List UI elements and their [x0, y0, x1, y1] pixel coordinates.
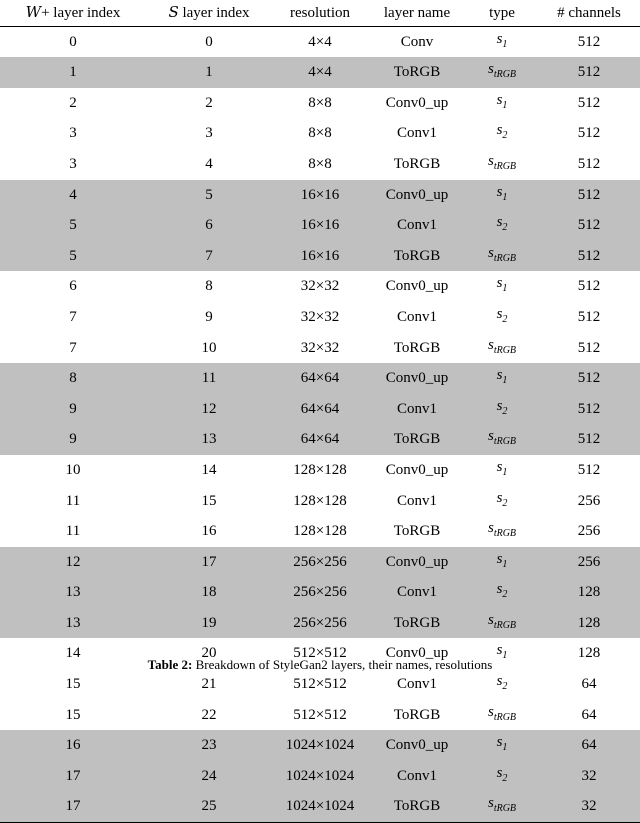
table-row	[0, 516, 640, 547]
type-symbol: s	[496, 550, 503, 567]
cell-resolution: 8×8	[272, 149, 368, 180]
cell-layer-name: Conv0_up	[368, 180, 466, 211]
cell-s-layer-index: 10	[146, 333, 272, 364]
s-header-rest: layer index	[178, 5, 250, 21]
type-symbol: s	[496, 305, 503, 322]
cell-s-layer-index: 19	[146, 608, 272, 639]
table-row	[0, 455, 640, 486]
cell-type	[466, 516, 538, 547]
type-subscript: tRGB	[493, 344, 517, 356]
cell-layer-name: Conv1	[368, 210, 466, 241]
cell-resolution: 16×16	[272, 180, 368, 211]
type-subscript: 2	[502, 222, 508, 234]
cell-w-layer-index: 2	[0, 88, 146, 119]
column-header-w-layer-index	[0, 0, 146, 26]
type-symbol: s	[487, 336, 494, 353]
cell-layer-name: Conv1	[368, 486, 466, 517]
table-caption	[0, 657, 640, 673]
type-symbol: s	[496, 764, 503, 781]
cell-layer-name: Conv0_up	[368, 547, 466, 578]
cell-type	[466, 26, 538, 57]
caption-text: Breakdown of StyleGan2 layers, their names, resolutions	[192, 657, 493, 672]
type-subscript: 2	[502, 681, 508, 693]
cell-s-layer-index: 25	[146, 791, 272, 822]
cell-channels: 128	[538, 577, 640, 608]
table-row	[0, 271, 640, 302]
cell-type	[466, 57, 538, 88]
cell-layer-name: Conv1	[368, 669, 466, 700]
cell-layer-name: Conv0_up	[368, 455, 466, 486]
cell-channels: 256	[538, 486, 640, 517]
cell-type	[466, 241, 538, 272]
cell-channels: 64	[538, 700, 640, 731]
cell-resolution: 512×512	[272, 669, 368, 700]
cell-resolution: 128×128	[272, 455, 368, 486]
cell-w-layer-index: 12	[0, 547, 146, 578]
cell-w-layer-index: 14	[0, 638, 146, 669]
cell-type	[466, 210, 538, 241]
cell-s-layer-index: 2	[146, 88, 272, 119]
type-symbol: s	[487, 244, 494, 261]
type-subscript: 1	[502, 558, 508, 570]
table-row	[0, 333, 640, 364]
cell-resolution: 64×64	[272, 424, 368, 455]
column-header-channels: # channels	[538, 0, 640, 26]
table-row	[0, 118, 640, 149]
type-symbol: s	[496, 91, 503, 108]
cell-channels: 512	[538, 210, 640, 241]
cell-w-layer-index: 3	[0, 118, 146, 149]
table-body	[0, 26, 640, 822]
cell-type	[466, 149, 538, 180]
table-row	[0, 700, 640, 731]
cell-layer-name: ToRGB	[368, 333, 466, 364]
cell-resolution: 32×32	[272, 333, 368, 364]
cell-layer-name: Conv1	[368, 394, 466, 425]
cell-type	[466, 88, 538, 119]
column-header-resolution: resolution	[272, 0, 368, 26]
cell-w-layer-index: 16	[0, 730, 146, 761]
cell-type	[466, 363, 538, 394]
cell-s-layer-index: 14	[146, 455, 272, 486]
cell-channels: 512	[538, 333, 640, 364]
type-subscript: tRGB	[493, 69, 517, 81]
cell-resolution: 32×32	[272, 271, 368, 302]
table-row	[0, 608, 640, 639]
cell-type	[466, 577, 538, 608]
cell-w-layer-index: 0	[0, 26, 146, 57]
type-subscript: 1	[502, 283, 508, 295]
cell-channels: 512	[538, 26, 640, 57]
type-symbol: s	[487, 703, 494, 720]
cell-s-layer-index: 0	[146, 26, 272, 57]
type-symbol: s	[496, 581, 503, 598]
cell-resolution: 16×16	[272, 241, 368, 272]
table-header-row	[0, 0, 640, 26]
type-subscript: 1	[502, 375, 508, 387]
type-symbol: s	[496, 397, 503, 414]
cell-w-layer-index: 9	[0, 394, 146, 425]
cell-s-layer-index: 7	[146, 241, 272, 272]
w-header-rest: layer index	[49, 5, 121, 21]
cell-type	[466, 394, 538, 425]
table-row	[0, 486, 640, 517]
cell-layer-name: ToRGB	[368, 516, 466, 547]
cell-layer-name: Conv0_up	[368, 271, 466, 302]
cell-channels: 256	[538, 516, 640, 547]
type-symbol: s	[487, 795, 494, 812]
cell-channels: 128	[538, 638, 640, 669]
table-row	[0, 26, 640, 57]
cell-s-layer-index: 16	[146, 516, 272, 547]
type-symbol: s	[487, 152, 494, 169]
cell-layer-name: ToRGB	[368, 700, 466, 731]
cell-s-layer-index: 5	[146, 180, 272, 211]
cell-layer-name: ToRGB	[368, 241, 466, 272]
cell-channels: 512	[538, 455, 640, 486]
cell-s-layer-index: 1	[146, 57, 272, 88]
cell-channels: 512	[538, 363, 640, 394]
column-header-layer-name: layer name	[368, 0, 466, 26]
table-row	[0, 424, 640, 455]
cell-type	[466, 333, 538, 364]
type-subscript: 2	[502, 405, 508, 417]
cell-s-layer-index: 20	[146, 638, 272, 669]
type-subscript: 2	[502, 497, 508, 509]
type-subscript: 1	[502, 38, 508, 50]
cell-channels: 64	[538, 730, 640, 761]
cell-resolution: 512×512	[272, 638, 368, 669]
cell-resolution: 8×8	[272, 88, 368, 119]
cell-s-layer-index: 23	[146, 730, 272, 761]
cell-channels: 512	[538, 149, 640, 180]
cell-resolution: 64×64	[272, 363, 368, 394]
cell-channels: 512	[538, 88, 640, 119]
cell-channels: 512	[538, 302, 640, 333]
cell-w-layer-index: 17	[0, 791, 146, 822]
type-symbol: s	[496, 275, 503, 292]
cell-type	[466, 486, 538, 517]
table-row	[0, 57, 640, 88]
table-row	[0, 363, 640, 394]
cell-type	[466, 455, 538, 486]
cell-w-layer-index: 9	[0, 424, 146, 455]
cell-resolution: 128×128	[272, 516, 368, 547]
type-subscript: 2	[502, 589, 508, 601]
cell-w-layer-index: 6	[0, 271, 146, 302]
cell-type	[466, 730, 538, 761]
cell-w-layer-index: 10	[0, 455, 146, 486]
cell-channels: 512	[538, 394, 640, 425]
cell-s-layer-index: 9	[146, 302, 272, 333]
type-subscript: 2	[502, 130, 508, 142]
cell-w-layer-index: 17	[0, 761, 146, 792]
table-row	[0, 791, 640, 822]
type-symbol: s	[487, 611, 494, 628]
type-symbol: s	[496, 367, 503, 384]
cell-w-layer-index: 7	[0, 333, 146, 364]
cell-layer-name: Conv	[368, 26, 466, 57]
cell-layer-name: Conv1	[368, 302, 466, 333]
cell-resolution: 256×256	[272, 577, 368, 608]
type-symbol: s	[496, 489, 503, 506]
cell-type	[466, 700, 538, 731]
type-symbol: s	[487, 428, 494, 445]
cell-w-layer-index: 3	[0, 149, 146, 180]
cell-w-layer-index: 13	[0, 608, 146, 639]
cell-resolution: 64×64	[272, 394, 368, 425]
cell-channels: 512	[538, 424, 640, 455]
cell-w-layer-index: 15	[0, 669, 146, 700]
table-row	[0, 730, 640, 761]
cell-layer-name: Conv1	[368, 577, 466, 608]
cell-layer-name: Conv0_up	[368, 363, 466, 394]
cell-w-layer-index: 5	[0, 210, 146, 241]
cell-type	[466, 302, 538, 333]
cell-resolution: 1024×1024	[272, 791, 368, 822]
cell-type	[466, 761, 538, 792]
cell-channels: 512	[538, 241, 640, 272]
cell-resolution: 256×256	[272, 608, 368, 639]
type-subscript: tRGB	[493, 528, 517, 540]
cell-s-layer-index: 18	[146, 577, 272, 608]
type-subscript: tRGB	[493, 436, 517, 448]
cell-w-layer-index: 4	[0, 180, 146, 211]
type-subscript: 1	[502, 99, 508, 111]
caption-label: Table 2:	[147, 657, 193, 672]
cell-layer-name: ToRGB	[368, 608, 466, 639]
cell-resolution: 128×128	[272, 486, 368, 517]
type-subscript: 2	[502, 772, 508, 784]
cell-s-layer-index: 8	[146, 271, 272, 302]
cell-s-layer-index: 3	[146, 118, 272, 149]
type-subscript: tRGB	[493, 619, 517, 631]
table-row	[0, 394, 640, 425]
cell-w-layer-index: 1	[0, 57, 146, 88]
cell-s-layer-index: 17	[146, 547, 272, 578]
type-subscript: tRGB	[493, 803, 517, 815]
cell-channels: 512	[538, 57, 640, 88]
cell-channels: 128	[538, 608, 640, 639]
cell-layer-name: ToRGB	[368, 791, 466, 822]
type-symbol: s	[496, 642, 503, 659]
type-subscript: 1	[502, 191, 508, 203]
cell-s-layer-index: 21	[146, 669, 272, 700]
table-row	[0, 577, 640, 608]
cell-type	[466, 608, 538, 639]
cell-layer-name: Conv0_up	[368, 638, 466, 669]
cell-type	[466, 118, 538, 149]
type-subscript: 1	[502, 466, 508, 478]
cell-s-layer-index: 6	[146, 210, 272, 241]
type-symbol: s	[487, 520, 494, 537]
cell-resolution: 16×16	[272, 210, 368, 241]
cell-layer-name: Conv0_up	[368, 88, 466, 119]
cell-s-layer-index: 15	[146, 486, 272, 517]
cell-s-layer-index: 24	[146, 761, 272, 792]
cell-layer-name: Conv0_up	[368, 730, 466, 761]
cell-type	[466, 271, 538, 302]
cell-s-layer-index: 11	[146, 363, 272, 394]
type-subscript: tRGB	[493, 252, 517, 264]
cell-layer-name: ToRGB	[368, 149, 466, 180]
cell-resolution: 32×32	[272, 302, 368, 333]
type-subscript: 2	[502, 313, 508, 325]
table-row	[0, 210, 640, 241]
column-header-s-layer-index	[146, 0, 272, 26]
cell-w-layer-index: 5	[0, 241, 146, 272]
cell-channels: 512	[538, 271, 640, 302]
table-row	[0, 302, 640, 333]
cell-channels: 32	[538, 791, 640, 822]
type-subscript: 1	[502, 650, 508, 662]
cell-w-layer-index: 13	[0, 577, 146, 608]
table-row	[0, 88, 640, 119]
cell-w-layer-index: 11	[0, 486, 146, 517]
cell-resolution: 256×256	[272, 547, 368, 578]
cell-s-layer-index: 22	[146, 700, 272, 731]
w-symbol: W	[25, 3, 42, 21]
type-subscript: tRGB	[493, 160, 517, 172]
table-row	[0, 241, 640, 272]
cell-channels: 64	[538, 669, 640, 700]
cell-resolution: 8×8	[272, 118, 368, 149]
cell-resolution: 1024×1024	[272, 730, 368, 761]
table-row	[0, 547, 640, 578]
type-symbol: s	[496, 458, 503, 475]
cell-resolution: 4×4	[272, 57, 368, 88]
cell-w-layer-index: 7	[0, 302, 146, 333]
table-row	[0, 149, 640, 180]
type-symbol: s	[487, 61, 494, 78]
column-header-type: type	[466, 0, 538, 26]
cell-type	[466, 424, 538, 455]
cell-layer-name: Conv1	[368, 761, 466, 792]
w-plus-label: +	[41, 5, 50, 21]
cell-channels: 512	[538, 180, 640, 211]
table-row	[0, 180, 640, 211]
cell-resolution: 1024×1024	[272, 761, 368, 792]
cell-layer-name: ToRGB	[368, 424, 466, 455]
table-header	[0, 0, 640, 26]
type-symbol: s	[496, 673, 503, 690]
s-symbol: S	[168, 3, 179, 21]
type-symbol: s	[496, 30, 503, 47]
cell-layer-name: ToRGB	[368, 57, 466, 88]
cell-type	[466, 547, 538, 578]
cell-type	[466, 791, 538, 822]
cell-channels: 32	[538, 761, 640, 792]
cell-s-layer-index: 13	[146, 424, 272, 455]
type-symbol: s	[496, 734, 503, 751]
type-subscript: 1	[502, 742, 508, 754]
cell-channels: 256	[538, 547, 640, 578]
cell-s-layer-index: 12	[146, 394, 272, 425]
type-subscript: tRGB	[493, 711, 517, 723]
type-symbol: s	[496, 122, 503, 139]
cell-layer-name: Conv1	[368, 118, 466, 149]
cell-w-layer-index: 11	[0, 516, 146, 547]
cell-resolution: 4×4	[272, 26, 368, 57]
cell-resolution: 512×512	[272, 700, 368, 731]
cell-w-layer-index: 8	[0, 363, 146, 394]
cell-channels: 512	[538, 118, 640, 149]
type-symbol: s	[496, 183, 503, 200]
type-symbol: s	[496, 214, 503, 231]
cell-s-layer-index: 4	[146, 149, 272, 180]
table-row	[0, 761, 640, 792]
cell-type	[466, 180, 538, 211]
cell-w-layer-index: 15	[0, 700, 146, 731]
